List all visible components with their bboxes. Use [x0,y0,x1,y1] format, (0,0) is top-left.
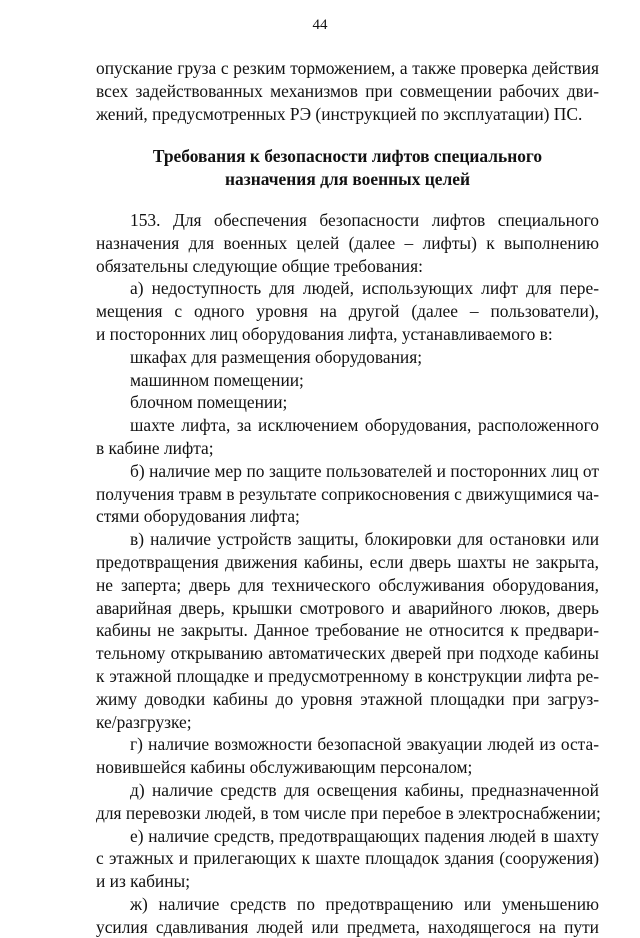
item-b-line: б) наличие мер по защите пользователей и посторонних лиц от [130,460,599,481]
item-a-line: а) недоступность для людей, использующих лифт для пере- [130,278,599,299]
text-line: ке/разгрузке; [96,711,192,732]
text-line: в кабине лифта; [96,437,214,458]
text-line: мещения с одного уровня на другой (далее – пользователи), [96,301,599,322]
text-line: жений, предусмотренных РЭ (инструкцией по эксплуатации) ПС. [96,103,583,124]
paragraph-153-line: 153. Для обеспечения безопасности лифтов специального [130,209,599,230]
item-d-line: д) наличие средств для освещения кабины, предназначенной [130,779,599,800]
text-line: стями оборудования лифта; [96,506,300,527]
item-zh-line: ж) наличие средств по предотвращению или уменьшению [130,893,599,914]
text-line: аварийная дверь, крышки смотрового и аварийного люков, дверь [96,597,599,618]
text-line: для перевозки людей, в том числе при перебое в электроснабжении; [96,802,601,823]
item-e-line: е) наличие средств, предотвращающих падения людей в шахту [130,825,599,846]
text-line: обязательны следующие общие требования: [96,255,423,276]
section-heading [96,145,599,191]
list-line: блочном помещении; [130,392,288,413]
item-v-line: в) наличие устройств защиты, блокировки для остановки или [130,529,599,550]
page-number: 44 [312,17,328,33]
text-line: не заперта; дверь для технического обслуживания оборудования, [96,574,599,595]
text-line: усилия сдавливания людей или предмета, находящегося на пути [96,916,599,937]
text-line: и посторонних лиц оборудования лифта, устанавливаемого в: [96,323,553,344]
item-g-line: г) наличие возможности безопасной эвакуации людей из оста- [130,734,599,755]
text-line: к этажной площадке и предусмотренному в конструкции лифта ре- [96,665,599,686]
list-line: шкафах для размещения оборудования; [130,346,423,367]
text-line: опускание груза с резким торможением, а также проверка действия [96,58,599,78]
section-heading-line: назначения для военных целей [225,169,470,190]
text-line: кабины не закрыты. Данное требование не относится к предвари- [96,620,599,641]
text-line: жиму доводки кабины до уровня этажной площадки при загруз- [96,688,599,709]
text-line: назначения для военных целей (далее – лифты) к выполнению [96,232,599,253]
text-line: всех задействованных механизмов при совмещении рабочих дви- [96,80,599,101]
document-body [96,57,599,938]
text-line: с этажных и прилегающих к шахте площадок здания (сооружения) [96,848,599,869]
list-line: шахте лифта, за исключением оборудования, расположенного [130,415,599,436]
section-heading-line: Требования к безопасности лифтов специального [152,146,543,167]
text-line: предотвращения движения кабины, если дверь шахты не закрыта, [96,551,599,572]
text-line: новившейся кабины обслуживающим персоналом; [96,757,473,778]
text-line: и из кабины; [96,871,191,892]
list-line: машинном помещении; [130,369,304,390]
text-line: получения травм в результате соприкосновения с движущимися ча- [96,483,599,504]
text-line: тельному открыванию автоматических дверей при подходе кабины [96,643,599,664]
